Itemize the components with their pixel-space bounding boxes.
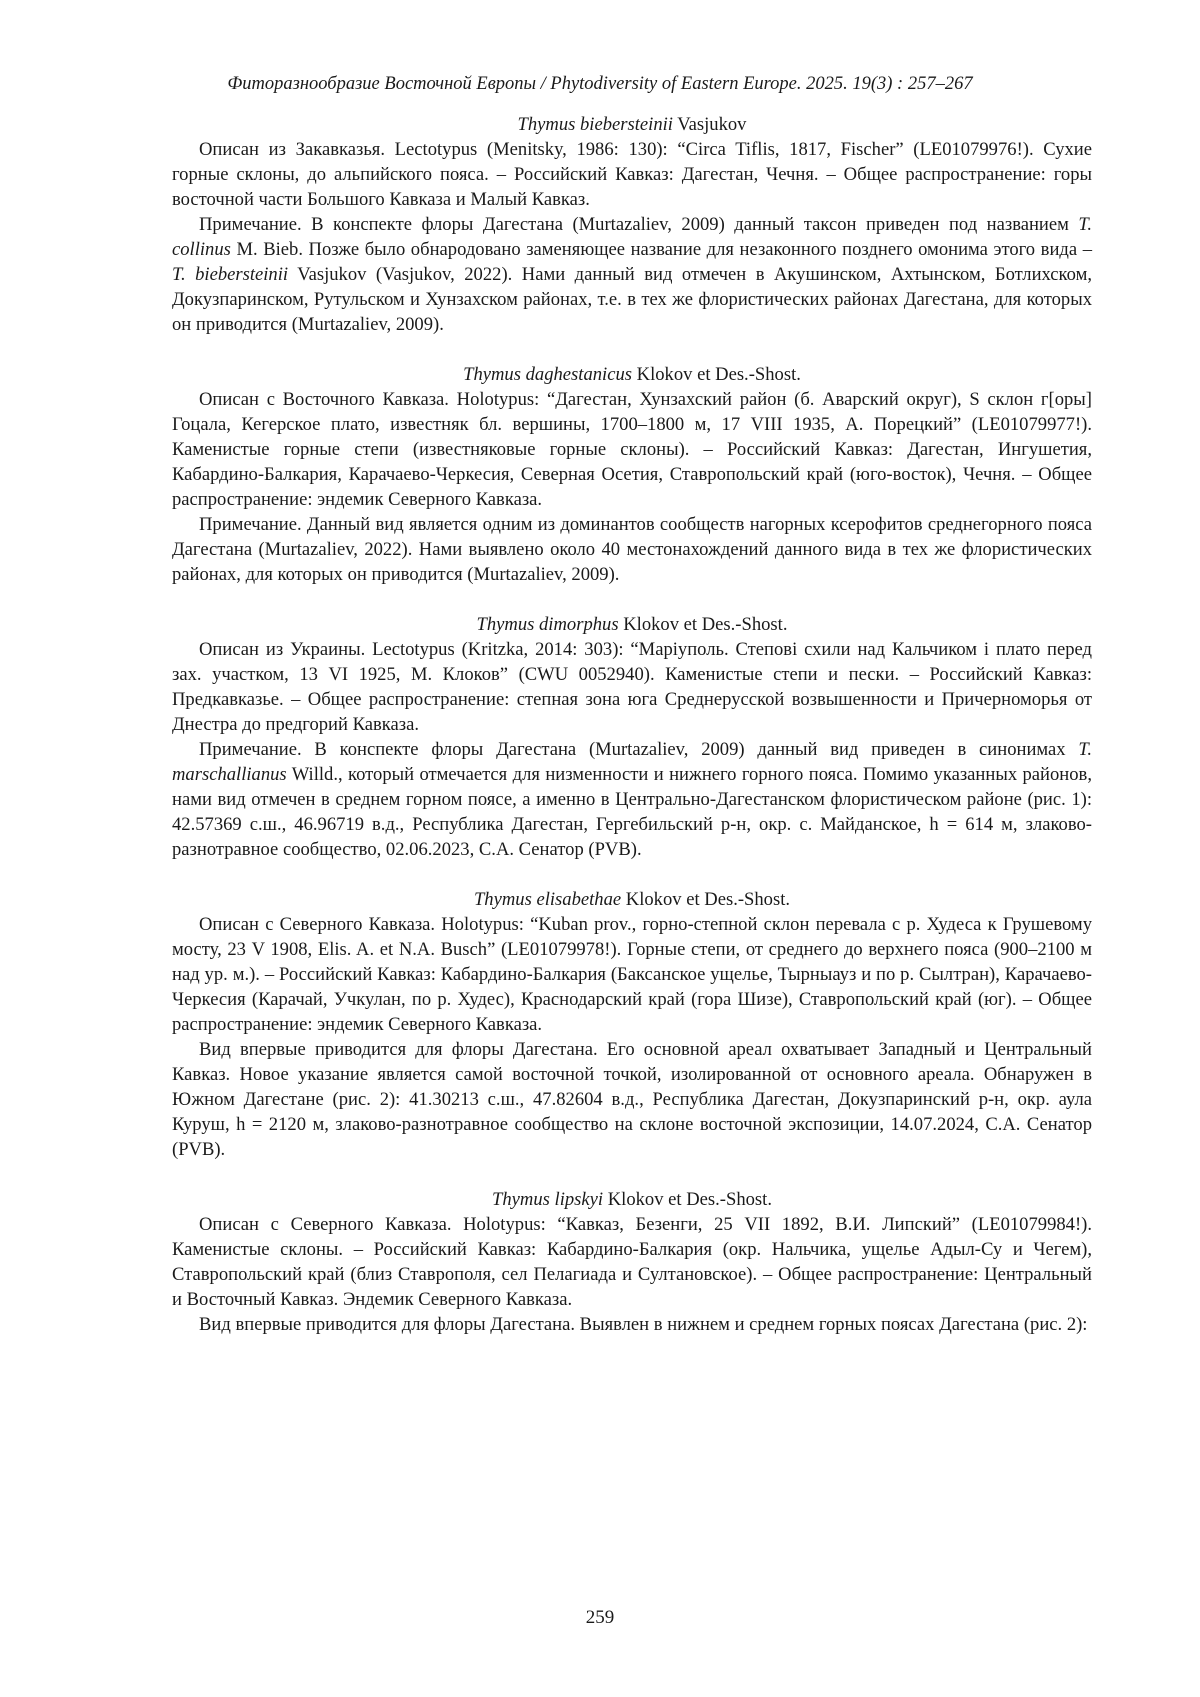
species-title: Thymus dimorphus Klokov et Des.-Shost. bbox=[172, 612, 1092, 637]
species-note: Примечание. Данный вид является одним из доминантов сообществ нагорных ксерофитов среднегорного пояса Дагестана (Murtazaliev, 2022). Нами выявлено около 40 местонахождений данного вида в тех же флористических районах, для которых он приводится (Murtazaliev, 2009). bbox=[172, 512, 1092, 587]
species-title: Thymus lipskyi Klokov et Des.-Shost. bbox=[172, 1187, 1092, 1212]
species-entry-elisabethae bbox=[172, 887, 1092, 1162]
species-title: Thymus daghestanicus Klokov et Des.-Shost. bbox=[172, 362, 1092, 387]
page-number: 259 bbox=[0, 1607, 1200, 1629]
species-title: Thymus biebersteinii Vasjukov bbox=[172, 112, 1092, 137]
species-note: Вид впервые приводится для флоры Дагестана. Его основной ареал охватывает Западный и Центральный Кавказ. Новое указание является самой восточной точкой, изолированной от основного ареала. Обнаружен в Южном Дагестане (рис. 2): 41.30213 с.ш., 47.82604 в.д., Республика Дагестан, Докузпаринский р-н, окр. аула Куруш, h = 2120 м, злаково-разнотравное сообщество на склоне восточной экспозиции, 14.07.2024, С.А. Сенатор (PVB). bbox=[172, 1037, 1092, 1162]
species-entry-daghestanicus bbox=[172, 362, 1092, 587]
species-entry-dimorphus bbox=[172, 612, 1092, 862]
species-description: Описан из Украины. Lectotypus (Kritzka, 2014: 303): “Маріуполь. Степові схили над Кальчиком і плато перед зах. участком, 13 VI 1925, М. Клоков” (CWU 0052940). Каменистые степи и пески. – Российский Кавказ: Предкавказье. – Общее распространение: степная зона юга Среднерусской возвышенности и Причерноморья от Днестра до предгорий Кавказа. bbox=[172, 637, 1092, 737]
species-note: Примечание. В конспекте флоры Дагестана (Murtazaliev, 2009) данный вид приведен в синонимах T. marschallianus Willd., который отмечается для низменности и нижнего горного пояса. Помимо указанных районов, нами вид отмечен в среднем горном поясе, а именно в Центрально-Дагестанском флористическом районе (рис. 1): 42.57369 с.ш., 46.96719 в.д., Республика Дагестан, Гергебильский р-н, окр. с. Майданское, h = 614 м, злаково-разнотравное сообщество, 02.06.2023, С.А. Сенатор (PVB). bbox=[172, 737, 1092, 862]
journal-header: Фиторазнообразие Восточной Европы / Phytodiversity of Eastern Europe. 2025. 19(3) : 257–267 bbox=[0, 74, 1200, 95]
species-description: Описан из Закавказья. Lectotypus (Menitsky, 1986: 130): “Circa Tiflis, 1817, Fischer” (LE01079976!). Сухие горные склоны, до альпийского пояса. – Российский Кавказ: Дагестан, Чечня. – Общее распространение: горы восточной части Большого Кавказа и Малый Кавказ. bbox=[172, 137, 1092, 212]
page-body bbox=[172, 112, 1092, 1362]
species-description: Описан с Восточного Кавказа. Holotypus: “Дагестан, Хунзахский район (б. Аварский округ), S склон г[оры] Гоцала, Кегерское плато, известняк бл. вершины, 1700–1800 м, 17 VIII 1935, А. Порецкий” (LE01079977!). Каменистые горные степи (известняковые горные склоны). – Российский Кавказ: Дагестан, Ингушетия, Кабардино-Балкария, Карачаево-Черкесия, Северная Осетия, Ставропольский край (юго-восток), Чечня. – Общее распространение: эндемик Северного Кавказа. bbox=[172, 387, 1092, 512]
species-entry-biebersteinii bbox=[172, 112, 1092, 337]
species-description: Описан с Северного Кавказа. Holotypus: “Кавказ, Безенги, 25 VII 1892, В.И. Липский” (LE01079984!). Каменистые склоны. – Российский Кавказ: Кабардино-Балкария (окр. Нальчика, ущелье Адыл-Су и Чегем), Ставропольский край (близ Ставрополя, сел Пелагиада и Султановское). – Общее распространение: Центральный и Восточный Кавказ. Эндемик Северного Кавказа. bbox=[172, 1212, 1092, 1312]
document-page bbox=[0, 0, 1200, 1697]
species-title: Thymus elisabethae Klokov et Des.-Shost. bbox=[172, 887, 1092, 912]
species-note: Вид впервые приводится для флоры Дагестана. Выявлен в нижнем и среднем горных поясах Дагестана (рис. 2): bbox=[172, 1312, 1092, 1337]
species-description: Описан с Северного Кавказа. Holotypus: “Kuban prov., горно-степной склон перевала с р. Худеса к Грушевому мосту, 23 V 1908, Elis. A. et N.A. Busch” (LE01079978!). Горные степи, от среднего до верхнего пояса (900–2100 м над ур. м.). – Российский Кавказ: Кабардино-Балкария (Баксанское ущелье, Тырныауз и по р. Сылтран), Карачаево-Черкесия (Карачай, Учкулан, по р. Худес), Краснодарский край (гора Шизе), Ставропольский край (юг). – Общее распространение: эндемик Северного Кавказа. bbox=[172, 912, 1092, 1037]
species-note: Примечание. В конспекте флоры Дагестана (Murtazaliev, 2009) данный таксон приведен под названием T. collinus M. Bieb. Позже было обнародовано заменяющее название для незаконного позднего омонима этого вида – T. biebersteinii Vasjukov (Vasjukov, 2022). Нами данный вид отмечен в Акушинском, Ахтынском, Ботлихском, Докузпаринском, Рутульском и Хунзахском районах, т.е. в тех же флористических районах Дагестана, для которых он приводится (Murtazaliev, 2009). bbox=[172, 212, 1092, 337]
species-entry-lipskyi bbox=[172, 1187, 1092, 1337]
